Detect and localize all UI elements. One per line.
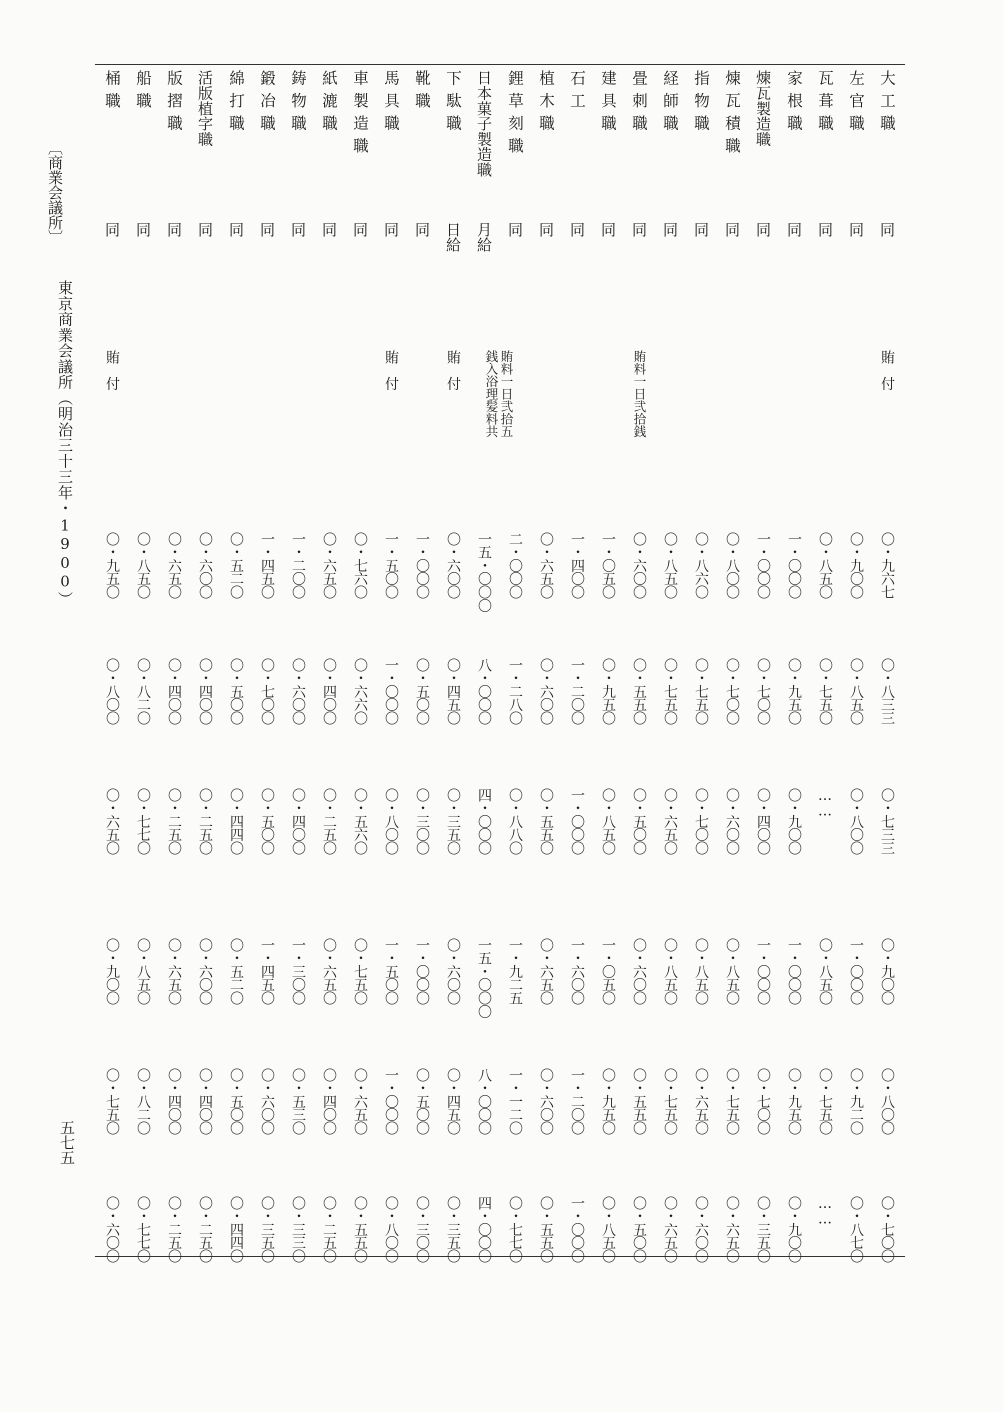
wage-value: 一・〇〇〇 [755,532,771,599]
wage-value: 〇・三五〇 [445,788,461,855]
wage-value: …… [817,788,833,819]
top-rule [95,64,905,65]
wage-value: 〇・五〇〇 [631,788,647,855]
wage-value: 〇・七〇〇 [693,788,709,855]
wage-value: 〇・九〇〇 [104,938,120,1005]
table-row [97,66,127,1263]
table-row [376,66,406,1263]
occupation-name: 建具職 [599,70,617,138]
source-label: 〔商業会議所〕 [46,140,64,245]
wage-value: 一・四五〇 [259,938,275,1005]
wage-value: 一・〇〇〇 [848,938,864,1005]
wage-value: 一・九二五 [507,938,523,1005]
wage-value: 〇・五〇〇 [228,1068,244,1135]
wage-value: 〇・七五〇 [352,938,368,1005]
wage-value: …… [817,1196,833,1227]
wage-value: 〇・五五〇 [352,1196,368,1263]
wage-value: 〇・七五〇 [662,1068,678,1135]
occupation-name: 鋳物職 [289,70,307,138]
wage-note: 賄付 [104,350,120,404]
wage-value: 〇・四〇〇 [166,658,182,725]
wage-value: 〇・二五〇 [197,1196,213,1263]
occupation-name: 瓦葺職 [816,70,834,138]
wage-value: 〇・五五〇 [631,1068,647,1135]
wage-value: 〇・六五〇 [321,938,337,1005]
wage-value: 〇・二五〇 [321,1196,337,1263]
wage-unit: 同 [599,222,617,237]
table-row [438,66,468,1263]
wage-value: 〇・八五〇 [817,532,833,599]
wage-value: 〇・六六〇 [352,658,368,725]
wage-unit: 同 [165,222,183,237]
wage-value: 〇・三五〇 [445,1196,461,1263]
wage-value: 一・〇〇〇 [383,1068,399,1135]
wage-value: 〇・二五〇 [166,1196,182,1263]
wage-value: 〇・九五〇 [786,1068,802,1135]
wage-value: 〇・八五〇 [724,938,740,1005]
wage-unit: 同 [320,222,338,237]
wage-unit: 同 [103,222,121,237]
occupation-name: 左官職 [847,70,865,138]
wage-value: 〇・八二〇 [135,658,151,725]
occupation-name: 煉瓦積職 [723,70,741,160]
wage-value: 〇・四四〇 [228,788,244,855]
wage-value: 〇・八三三 [879,658,895,725]
wage-value: 〇・八五〇 [600,1196,616,1263]
wage-value: 一・〇五〇 [600,938,616,1005]
wage-note: 賄料一日弐拾五 [499,350,514,438]
wage-value: 〇・三五〇 [755,1196,771,1263]
wage-value: 〇・六〇〇 [197,532,213,599]
wage-unit: 同 [568,222,586,237]
wage-value: 〇・四〇〇 [166,1068,182,1135]
wage-unit: 同 [196,222,214,237]
wage-value: 〇・六五〇 [662,1196,678,1263]
occupation-name: 大工職 [878,70,896,138]
wage-value: 〇・四五〇 [445,658,461,725]
wage-unit: 同 [413,222,431,237]
table-row [779,66,809,1263]
wage-value: 一・〇〇〇 [786,938,802,1005]
wage-value: 八・〇〇〇 [476,658,492,725]
wage-value: 〇・二五〇 [321,788,337,855]
wage-value: 〇・八五〇 [693,938,709,1005]
wage-unit: 同 [785,222,803,237]
wage-value: 〇・六〇〇 [104,1196,120,1263]
wage-value: 〇・四四〇 [228,1196,244,1263]
wage-value: 〇・七六〇 [352,532,368,599]
occupation-name: 石工 [568,70,586,115]
page-number: 五七五 [58,1120,76,1165]
wage-value: 〇・六〇〇 [290,658,306,725]
occupation-name: 桶職 [103,70,121,115]
wage-value: 〇・三〇〇 [414,788,430,855]
occupation-name: 靴職 [413,70,431,115]
wage-value: 〇・六五〇 [538,532,554,599]
wage-note: 銭入浴理髪料共 [484,350,499,438]
wage-value: 〇・五〇〇 [259,788,275,855]
table-row [531,66,561,1263]
table-row [593,66,623,1263]
wage-value: 一・二八〇 [507,658,523,725]
occupation-name: 紙漉職 [320,70,338,138]
wage-value: 〇・八〇〇 [724,532,740,599]
table-row [872,66,902,1263]
wage-value: 〇・四〇〇 [197,658,213,725]
wage-value: 〇・八五〇 [848,658,864,725]
wage-value: 〇・四五〇 [445,1068,461,1135]
wage-value: 〇・八五〇 [817,938,833,1005]
table-row [159,66,189,1263]
wage-value: 〇・八七〇 [848,1196,864,1263]
wage-value: 〇・八〇〇 [879,1068,895,1135]
wage-value: 〇・八五〇 [135,532,151,599]
wage-value: 〇・六〇〇 [445,938,461,1005]
wage-note: 賄付 [383,350,399,404]
wage-value: 〇・七〇〇 [724,658,740,725]
table-row [562,66,592,1263]
wage-value: 〇・六〇〇 [538,658,554,725]
wage-value: 〇・八〇〇 [848,788,864,855]
wage-value: 一・〇〇〇 [414,532,430,599]
table-row [314,66,344,1263]
wage-value: 〇・六〇〇 [538,1068,554,1135]
wage-value: 一・〇〇〇 [786,532,802,599]
wage-value: 一・一二〇 [507,1068,523,1135]
wage-value: 〇・五〇〇 [631,1196,647,1263]
occupation-name: 経師職 [661,70,679,138]
wage-value: 〇・八〇〇 [383,1196,399,1263]
wage-value: 一・〇五〇 [600,532,616,599]
wage-value: 八・〇〇〇 [476,1068,492,1135]
wage-value: 一・五〇〇 [383,938,399,1005]
occupation-name: 版摺職 [165,70,183,138]
wage-value: 〇・五五〇 [538,788,554,855]
occupation-name: 畳刺職 [630,70,648,138]
wage-value: 〇・六〇〇 [259,1068,275,1135]
wage-value: 〇・二五〇 [166,788,182,855]
wage-note: 賄料一日弐拾銭 [632,350,647,438]
wage-unit: 同 [816,222,834,237]
table-row [128,66,158,1263]
table-row [221,66,251,1263]
wage-note: 賄付 [879,350,895,404]
table-row [686,66,716,1263]
wage-value: 〇・八五〇 [600,788,616,855]
wage-value: 〇・六〇〇 [693,1196,709,1263]
occupation-name: 車製造職 [351,70,369,160]
wage-value: 四・〇〇〇 [476,788,492,855]
wage-value: 四・〇〇〇 [476,1196,492,1263]
source-organization: 東京商業会議所（明治三十三年・1900） [56,280,74,607]
wage-value: 〇・八〇〇 [104,658,120,725]
table-row [810,66,840,1246]
wage-unit: 同 [847,222,865,237]
wage-value: 〇・八五〇 [135,938,151,1005]
table-row [345,66,375,1263]
wage-value: 〇・七三三 [879,788,895,855]
occupation-name: 綿打職 [227,70,245,138]
wage-value: 一・二〇〇 [569,1068,585,1135]
wage-value: 〇・六〇〇 [631,532,647,599]
wage-value: 〇・四〇〇 [755,788,771,855]
wage-value: 〇・九〇〇 [879,938,895,1005]
occupation-name: 日本菓子製造職 [475,70,493,178]
wage-value: 〇・五二〇 [228,938,244,1005]
wage-unit: 同 [289,222,307,237]
wage-value: 〇・七七〇 [135,1196,151,1263]
occupation-name: 鋰草刻職 [506,70,524,160]
wage-unit: 同 [382,222,400,237]
wage-unit: 同 [506,222,524,237]
wage-value: 〇・四〇〇 [321,1068,337,1135]
wage-value: 〇・六五〇 [538,938,554,1005]
wage-value: 〇・六〇〇 [631,938,647,1005]
wage-value: 〇・九〇〇 [786,1196,802,1263]
wage-value: 〇・四〇〇 [321,658,337,725]
wage-value: 〇・九五〇 [600,658,616,725]
wage-value: 〇・六五〇 [693,1068,709,1135]
wage-value: 〇・六〇〇 [445,532,461,599]
wage-value: 一・〇〇〇 [569,788,585,855]
occupation-name: 馬具職 [382,70,400,138]
table-row [469,66,514,1263]
wage-value: 一・五〇〇 [383,532,399,599]
wage-value: 〇・七五〇 [693,658,709,725]
wage-value: 〇・二五〇 [197,788,213,855]
wage-value: 〇・三三〇 [290,1196,306,1263]
wage-value: 〇・八〇〇 [383,788,399,855]
wage-note: 賄付 [445,350,461,404]
wage-value: 〇・七五〇 [662,658,678,725]
wage-unit: 同 [754,222,772,237]
wage-unit: 同 [630,222,648,237]
wage-unit: 同 [878,222,896,237]
table-row [407,66,437,1263]
occupation-name: 家根職 [785,70,803,138]
occupation-name: 下駄職 [444,70,462,138]
wage-value: 〇・七〇〇 [259,658,275,725]
wage-value: 〇・七五〇 [817,1068,833,1135]
wage-value: 〇・六五〇 [321,532,337,599]
wage-value: 〇・九五〇 [104,532,120,599]
table-row [190,66,220,1263]
wage-value: 〇・五〇〇 [414,1068,430,1135]
wage-value: 〇・四〇〇 [197,1068,213,1135]
wage-value: 〇・五〇〇 [414,658,430,725]
wage-value: 〇・八五〇 [662,532,678,599]
wage-unit: 同 [258,222,276,237]
wage-value: 〇・八二〇 [135,1068,151,1135]
wage-value: 〇・九〇〇 [848,532,864,599]
wage-value: 〇・九五〇 [600,1068,616,1135]
wage-value: 〇・四〇〇 [290,788,306,855]
table-row [500,66,530,1263]
wage-value: 〇・八八〇 [507,788,523,855]
wage-unit: 同 [537,222,555,237]
wage-value: 一・二〇〇 [569,658,585,725]
wage-value: 〇・七〇〇 [755,658,771,725]
wage-value: 一五・〇〇〇 [476,938,492,1018]
wage-unit: 同 [351,222,369,237]
wage-value: 〇・七〇〇 [755,1068,771,1135]
wage-value: 一・〇〇〇 [755,938,771,1005]
wage-value: 〇・七七〇 [507,1196,523,1263]
wage-value: 〇・五五〇 [631,658,647,725]
wage-value: 〇・六五〇 [662,788,678,855]
wage-value: 一・六〇〇 [569,938,585,1005]
wage-value: 一・四〇〇 [569,532,585,599]
wage-value: 〇・九二〇 [848,1068,864,1135]
table-row [841,66,871,1263]
wage-value: 一・四五〇 [259,532,275,599]
wage-value: 一五・〇〇〇 [476,532,492,612]
wage-value: 〇・九五〇 [786,658,802,725]
wage-value: 〇・五五〇 [538,1196,554,1263]
table-row [748,66,778,1263]
table-row [283,66,313,1263]
occupation-name: 鍛冶職 [258,70,276,138]
wage-value: 一・三〇〇 [290,938,306,1005]
occupation-name: 指物職 [692,70,710,138]
wage-value: 二・〇〇〇 [507,532,523,599]
wage-value: 〇・六五〇 [352,1068,368,1135]
wage-value: 一・〇〇〇 [383,658,399,725]
wage-value: 〇・七五〇 [724,1068,740,1135]
wage-value: 〇・三五〇 [259,1196,275,1263]
table-row [655,66,685,1263]
wage-value: 〇・六五〇 [166,532,182,599]
wage-value: 〇・六〇〇 [197,938,213,1005]
wage-unit: 同 [134,222,152,237]
wage-value: 〇・三〇〇 [414,1196,430,1263]
wage-unit: 同 [692,222,710,237]
wage-value: 〇・五六〇 [352,788,368,855]
wage-value: 〇・五三〇 [290,1068,306,1135]
wage-value: 一・〇〇〇 [414,938,430,1005]
wage-value: 一・二〇〇 [290,532,306,599]
wage-value: 〇・七七〇 [135,788,151,855]
wage-unit: 同 [723,222,741,237]
occupation-name: 植木職 [537,70,555,138]
wage-value: 一・〇〇〇 [569,1196,585,1263]
wage-value: 〇・九〇〇 [786,788,802,855]
wage-unit: 日給 [444,222,462,252]
wage-value: 〇・七五〇 [817,658,833,725]
occupation-name: 活版植字職 [196,70,214,147]
wage-value: 〇・六〇〇 [724,788,740,855]
wage-value: 〇・六五〇 [104,788,120,855]
occupation-name: 煉瓦製造職 [754,70,772,147]
wage-unit: 同 [661,222,679,237]
occupation-name: 船職 [134,70,152,115]
table-row [717,66,747,1263]
wage-value: 〇・六五〇 [724,1196,740,1263]
wage-value: 〇・五二〇 [228,532,244,599]
wage-value: 〇・六五〇 [166,938,182,1005]
wage-value: 〇・八五〇 [662,938,678,1005]
table-row [624,66,654,1263]
wage-unit: 月給 [475,222,493,252]
wage-value: 〇・七〇〇 [879,1196,895,1263]
wage-value: 〇・九六七 [879,532,895,599]
wage-unit: 同 [227,222,245,237]
wage-value: 〇・五〇〇 [228,658,244,725]
wage-value: 〇・八六〇 [693,532,709,599]
wage-value: 〇・七五〇 [104,1068,120,1135]
table-row [252,66,282,1263]
